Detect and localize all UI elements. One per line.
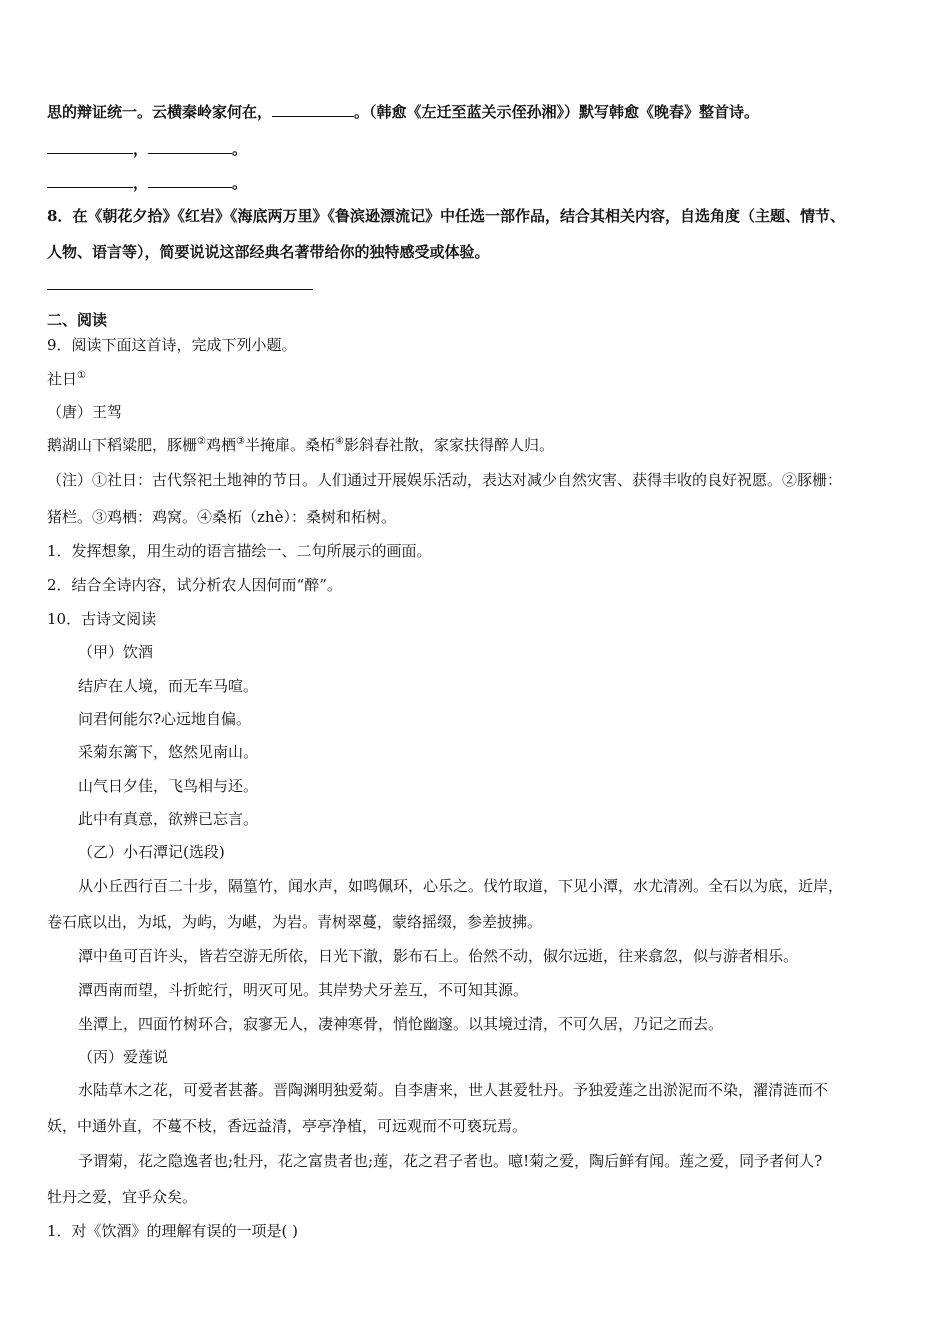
jia-poem-line: 问君何能尔?心远地自偏。 [78,710,252,728]
jia-poem-line: 结庐在人境，而无车马喧。 [78,677,259,695]
jia-poem-line: 此中有真意，欲辨已忘言。 [78,810,259,828]
q8-line-2: 人物、语言等），简要说说这部经典名著带给你的独特感受或体验。 [47,243,490,261]
answer-blank[interactable] [148,173,232,188]
q9-intro: 9．阅读下面这首诗，完成下列小题。 [47,336,297,354]
footnote-mark: ④ [334,436,344,447]
answer-blank[interactable] [272,102,354,117]
q8-answer-line[interactable] [47,289,313,290]
yi-paragraph-4: 坐潭上，四面竹树环合，寂寥无人，凄神寒骨，悄怆幽邃。以其境过清，不可久居，乃记之而去。 [78,1015,724,1033]
bing-paragraph-1-line-1: 水陆草木之花，可爱者甚蕃。晋陶渊明独爱菊。自李唐来，世人甚爱牡丹。予独爱莲之出淤泥而不染，濯清涟而不 [78,1081,829,1099]
poem-title [47,369,86,389]
passage-yi-title: （乙）小石潭记(选段) [78,843,225,861]
yi-paragraph-3: 潭西南而望，斗折蛇行，明灭可见。其岸势犬牙差互，不可知其源。 [78,981,529,999]
answer-blank[interactable] [47,173,133,188]
q9-subquestion-2: 2．结合全诗内容，试分析农人因何而“醉”。 [47,576,342,594]
poem-text: 鸡栖 [205,436,236,454]
passage-bing-title: （丙）爱莲说 [78,1048,169,1066]
answer-blank[interactable] [47,139,133,154]
q10-intro: 10．古诗文阅读 [47,610,157,628]
jia-poem-line: 采菊东篱下，悠然见南山。 [78,743,259,761]
period: 。 [232,140,248,158]
jia-poem-line: 山气日夕佳，飞鸟相与还。 [78,777,259,795]
yi-paragraph-2: 潭中鱼可百许头，皆若空游无所依，日光下澈，影布石上。佁然不动，俶尔远逝，往来翕忽，似与游者相乐。 [78,947,799,965]
yi-paragraph-1-line-1: 从小丘西行百二十步，隔篁竹，闻水声，如鸣佩环，心乐之。伐竹取道，下见小潭，水尤清冽。全石以为底，近岸， [78,877,844,895]
q7-text-before: 思的辩证统一。云横秦岭家何在， [47,103,273,121]
poem-title-text: 社日 [47,370,78,388]
bing-paragraph-2-line-1: 予谓菊，花之隐逸者也;牡丹，花之富贵者也;莲，花之君子者也。噫!菊之爱，陶后鲜有闻。莲之爱，同予者何人? [78,1152,823,1170]
q9-subquestion-1: 1．发挥想象，用生动的语言描绘一、二句所展示的画面。 [47,542,432,560]
section-heading: 二、阅读 [47,311,108,329]
q7-answer-line-2 [47,173,247,193]
comma: ， [133,174,149,192]
annotation-line-2: 猪栏。③鸡栖：鸡窝。④桑柘（zhè）：桑树和柘树。 [47,508,396,526]
q10-subquestion-1: 1．对《饮酒》的理解有误的一项是( ) [47,1222,299,1240]
annotation-line-1: （注）①社日：古代祭祀土地神的节日。人们通过开展娱乐活动，表达对减少自然灾害、获得丰收的良好祝愿。②豚栅： [47,471,843,489]
q8-line-1: 8．在《朝花夕拾》《红岩》《海底两万里》《鲁滨逊漂流记》中任选一部作品，结合其相关内容，自选角度（主题、情节、 [47,207,845,225]
comma: ， [133,140,149,158]
footnote-mark: ② [197,436,206,447]
answer-blank[interactable] [148,139,232,154]
poem-text: 鹅湖山下稻粱肥，豚栅 [47,436,198,454]
footnote-mark: ① [77,370,86,381]
q7-answer-line-1 [47,139,247,159]
bing-paragraph-1-line-2: 妖，中通外直，不蔓不枝，香远益清，亭亭净植，可远观而不可亵玩焉。 [47,1117,528,1135]
poem-author: （唐）王驾 [47,403,123,421]
bing-paragraph-2-line-2: 牡丹之爱，宜乎众矣。 [47,1188,198,1206]
poem-text: 影斜春社散，家家扶得醉人归。 [343,436,554,454]
poem-text: 半掩扉。桑柘 [244,436,335,454]
q7-line-a [47,102,759,122]
q7-text-after: 。（韩愈《左迁至蓝关示侄孙湘》）默写韩愈《晚春》整首诗。 [354,103,760,121]
poem-body [47,435,554,455]
yi-paragraph-1-line-2: 卷石底以出，为坻，为屿，为嵁，为岩。青树翠蔓，蒙络摇缀，参差披拂。 [47,913,543,931]
period: 。 [232,174,248,192]
footnote-mark: ③ [236,436,245,447]
passage-jia-title: （甲）饮酒 [78,643,154,661]
